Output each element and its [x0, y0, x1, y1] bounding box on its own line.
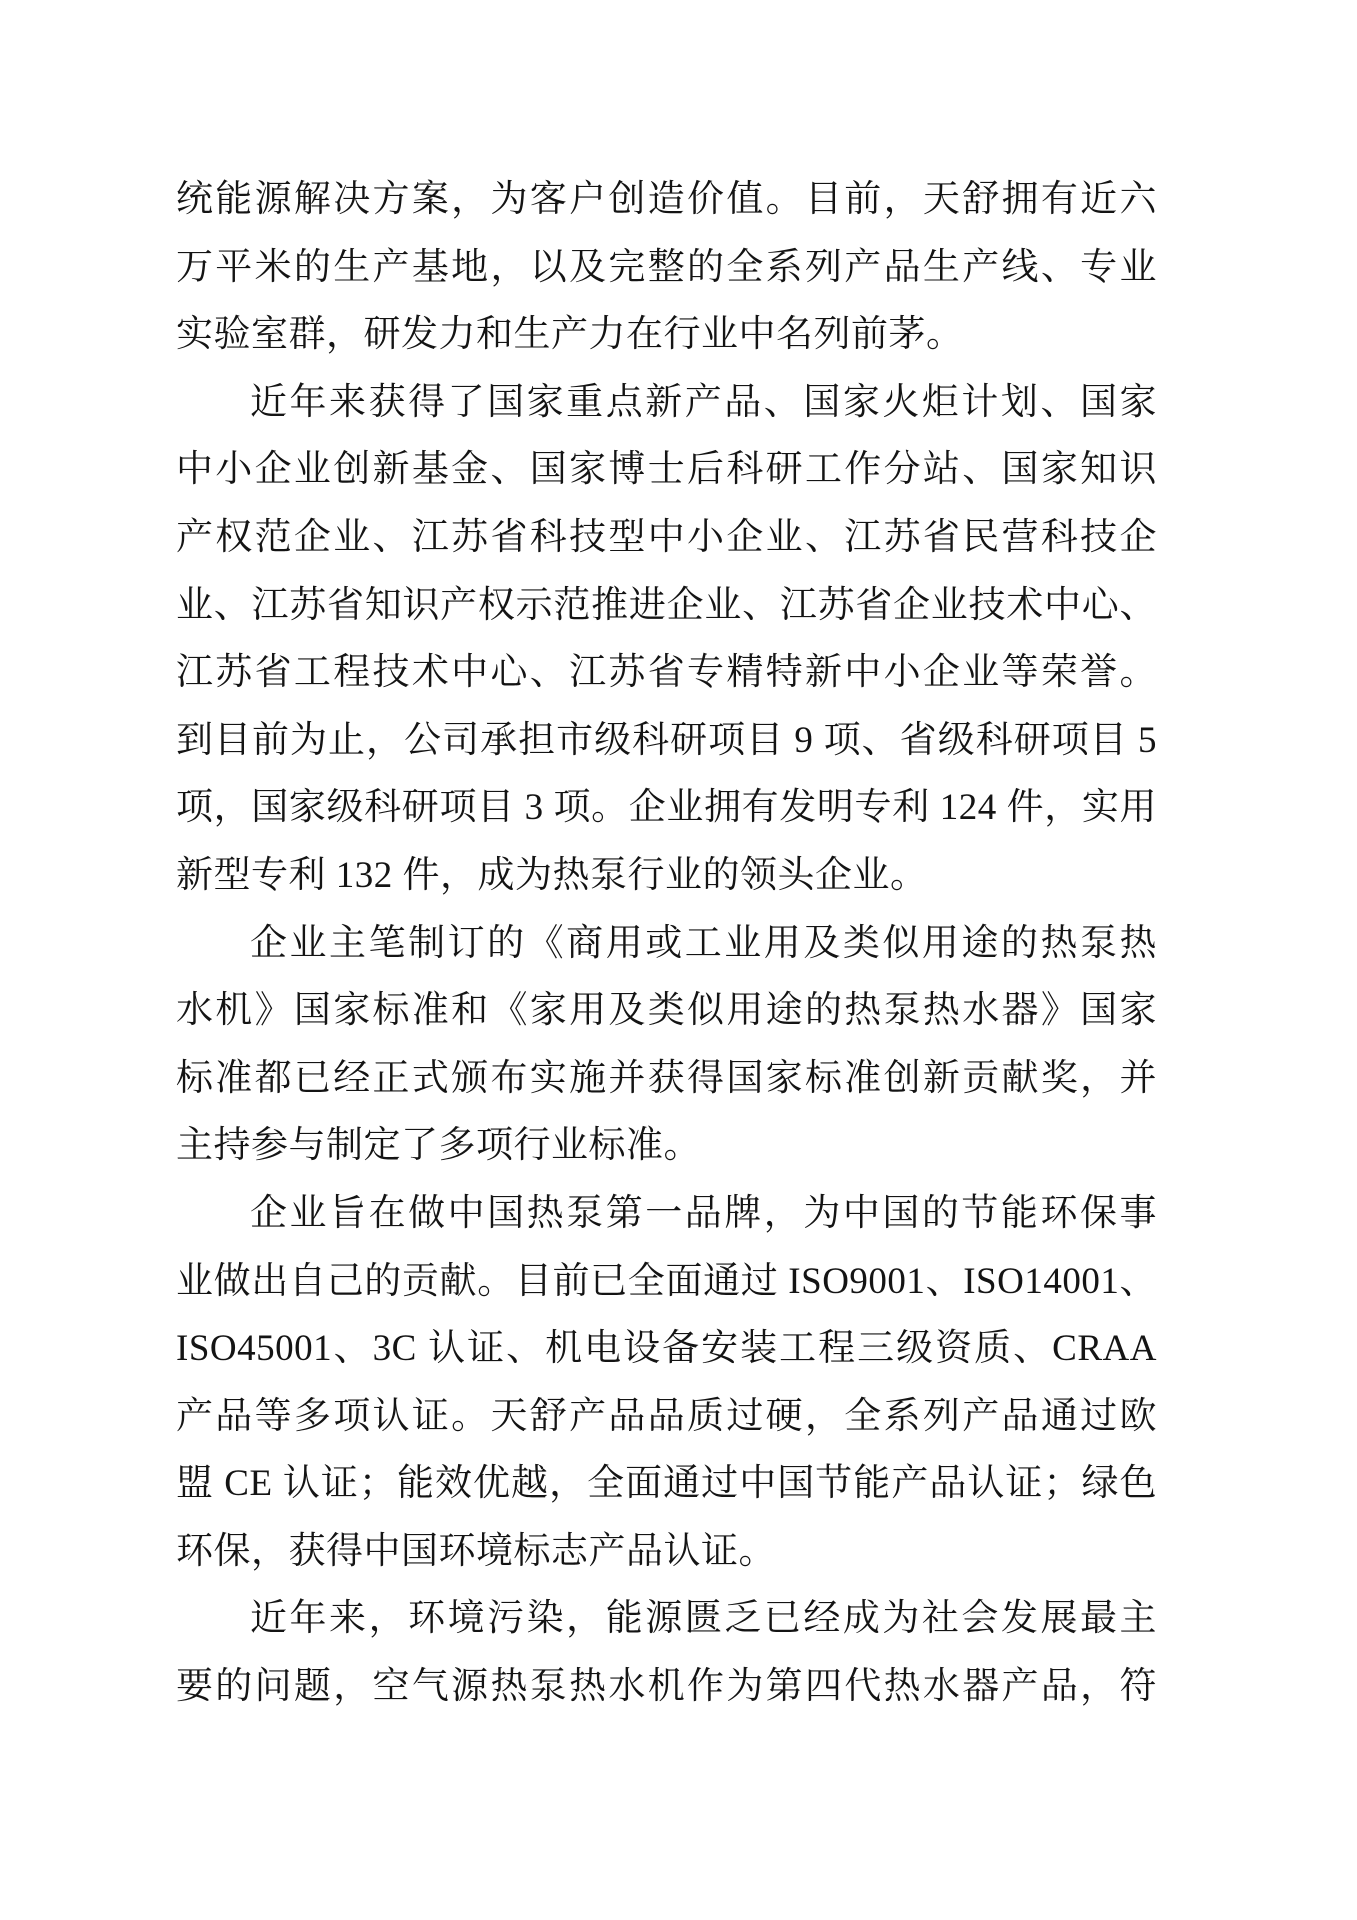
- text-line: 盟 CE 认证；能效优越，全面通过中国节能产品认证；绿色: [176, 1463, 1157, 1505]
- text-line: ISO45001、3C 认证、机电设备安装工程三级资质、CRAA: [176, 1328, 1157, 1370]
- text-line: 业做出自己的贡献。目前已全面通过 ISO9001、ISO14001、: [176, 1260, 1157, 1302]
- text-line: 产品等多项认证。天舒产品品质过硬，全系列产品通过欧: [176, 1395, 1157, 1437]
- text-line: 产权范企业、江苏省科技型中小企业、江苏省民营科技企: [176, 516, 1157, 558]
- text-line: 近年来获得了国家重点新产品、国家火炬计划、国家: [250, 381, 1157, 423]
- text-line: 企业主笔制订的《商用或工业用及类似用途的热泵热: [250, 922, 1157, 964]
- text-line: 主持参与制定了多项行业标准。: [176, 1125, 701, 1167]
- text-line: 环保，获得中国环境标志产品认证。: [176, 1530, 776, 1572]
- document-body: [176, 166, 1157, 1721]
- text-line: 新型专利 132 件，成为热泵行业的领头企业。: [176, 854, 928, 896]
- text-line: 实验室群，研发力和生产力在行业中名列前茅。: [176, 314, 964, 356]
- text-line: 标准都已经正式颁布实施并获得国家标准创新贡献奖，并: [176, 1057, 1157, 1099]
- text-line: 万平米的生产基地，以及完整的全系列产品生产线、专业: [176, 246, 1157, 288]
- text-line: 要的问题，空气源热泵热水机作为第四代热水器产品，符: [176, 1666, 1157, 1708]
- text-line: 企业旨在做中国热泵第一品牌，为中国的节能环保事: [250, 1192, 1157, 1234]
- text-line: 统能源解决方案，为客户创造价值。目前，天舒拥有近六: [176, 179, 1157, 220]
- text-line: 近年来，环境污染，能源匮乏已经成为社会发展最主: [250, 1598, 1157, 1640]
- text-line: 水机》国家标准和《家用及类似用途的热泵热水器》国家: [176, 990, 1157, 1032]
- text-line: 江苏省工程技术中心、江苏省专精特新中小企业等荣誉。: [176, 652, 1157, 694]
- text-line: 中小企业创新基金、国家博士后科研工作分站、国家知识: [176, 449, 1157, 491]
- text-line: 业、江苏省知识产权示范推进企业、江苏省企业技术中心、: [176, 584, 1157, 626]
- text-line: 到目前为止，公司承担市级科研项目 9 项、省级科研项目 5: [176, 719, 1157, 761]
- text-line: 项，国家级科研项目 3 项。企业拥有发明专利 124 件，实用: [176, 787, 1157, 829]
